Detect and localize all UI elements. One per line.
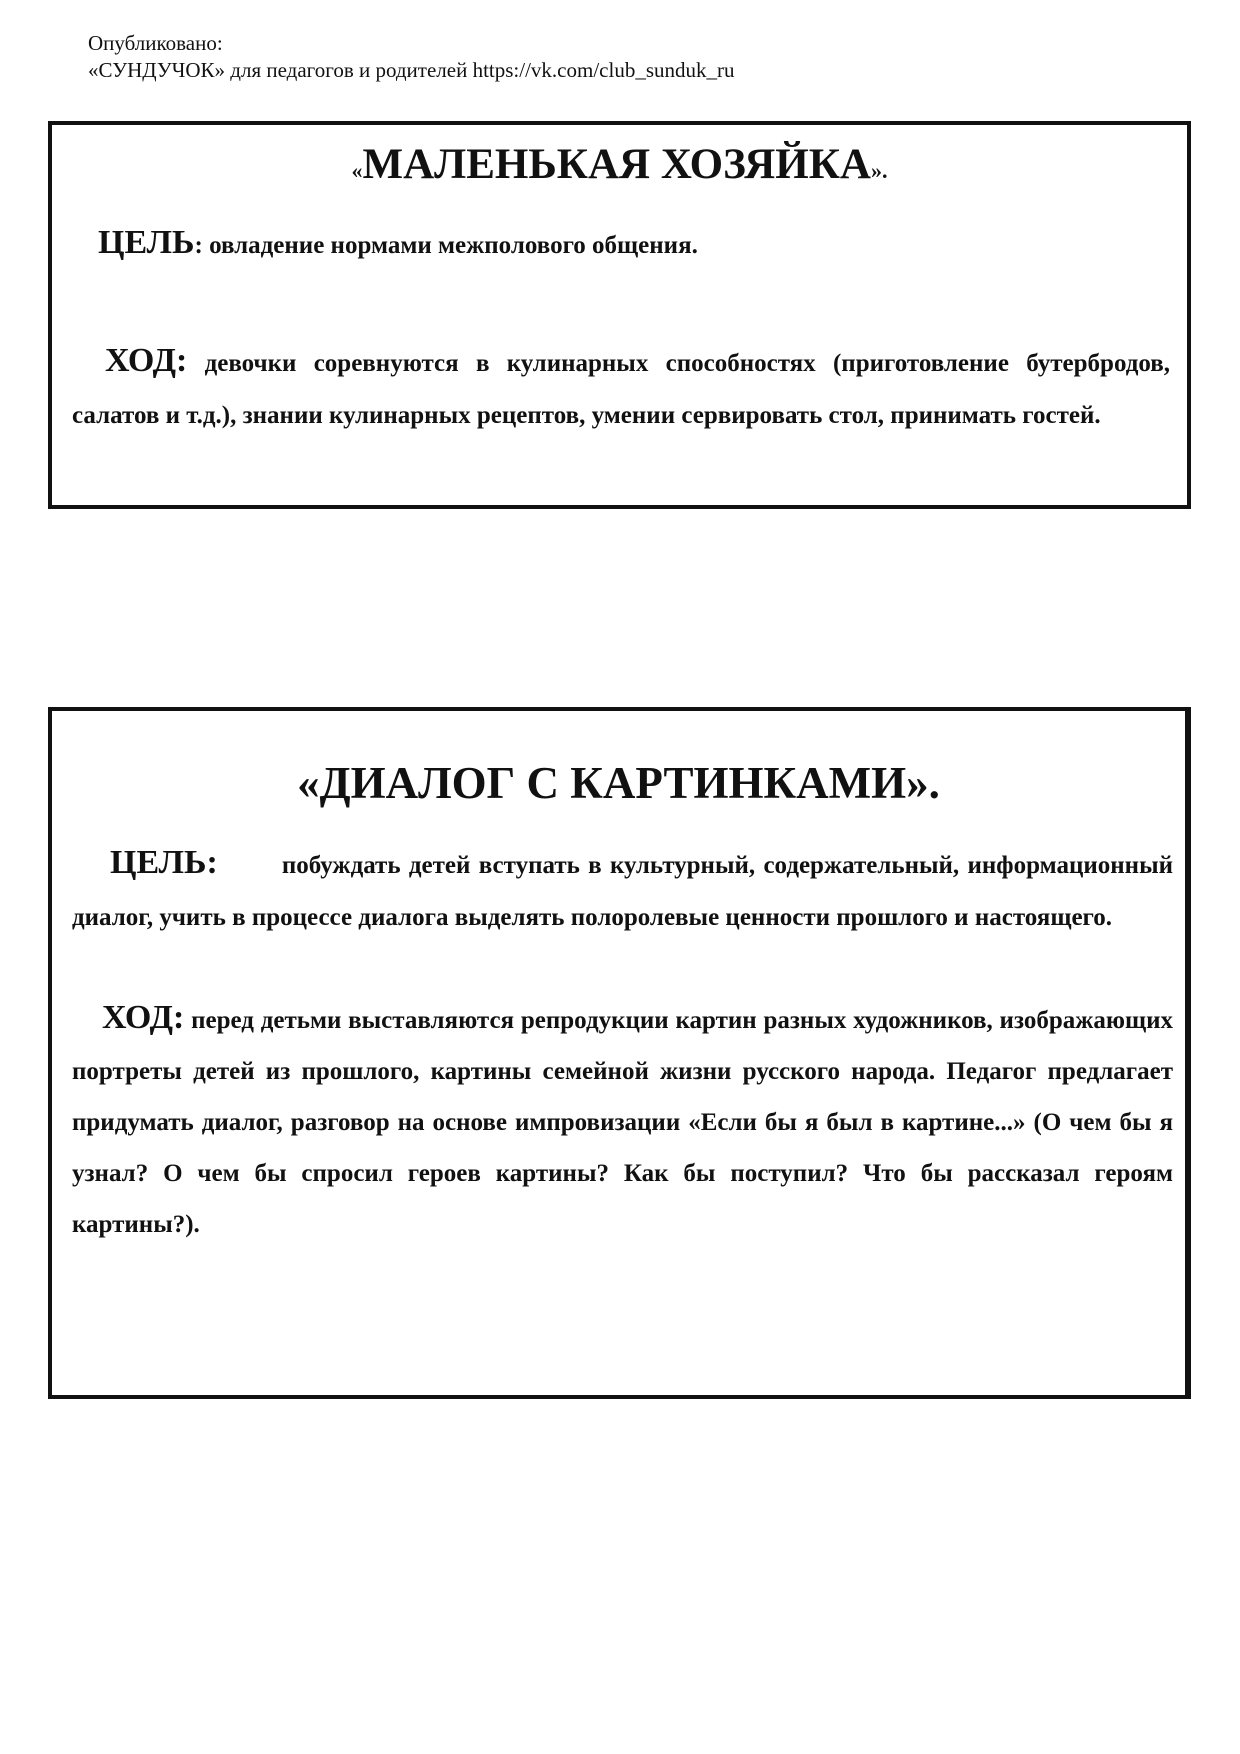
publication-source: «СУНДУЧОК» для педагогов и родителей https://vk.com/club_sunduk_ru: [88, 58, 735, 82]
publication-label: Опубликовано:: [88, 31, 223, 55]
procedure-label: ХОД:: [105, 342, 188, 379]
card-title: «ДИАЛОГ С КАРТИНКАМИ».: [297, 758, 940, 808]
goal-text: : овладение нормами межполового общения.: [194, 232, 698, 259]
game-card-dialogue-with-pictures: [48, 707, 1191, 1399]
procedure-paragraph: [72, 992, 1173, 1250]
goal-text: побуждать детей вступать в культурный, содержательный, информационный диалог, учить в процессе диалога выделять полоролевые ценности прошлого и настоящего.: [72, 852, 1173, 931]
title-text: МАЛЕНЬКАЯ ХОЗЯЙКА: [362, 141, 871, 188]
procedure-text: перед детьми выставляются репродукции картин разных художников, изображающих портреты детей из прошлого, картины семейной жизни русского народа. Педагог предлагает придумать диалог, разговор на основе импровизации «Если бы я был в картине...» (О чем бы я узнал? О чем бы спросил героев картины? Как бы поступил? Что бы рассказал героям картины?).: [72, 1007, 1174, 1238]
procedure-paragraph: [72, 335, 1170, 442]
procedure-text: девочки соревнуются в кулинарных способностях (приготовление бутербродов, салатов и т.д.), знании кулинарных рецептов, умении сервировать стол, принимать гостей.: [72, 350, 1170, 429]
game-card-little-hostess: [48, 121, 1191, 509]
procedure-label: ХОД:: [102, 999, 185, 1036]
goal-paragraph: [98, 217, 1167, 272]
goal-label: ЦЕЛЬ:: [110, 844, 218, 881]
publication-note: [88, 30, 735, 84]
goal-label: ЦЕЛЬ: [98, 224, 195, 261]
goal-paragraph: [72, 837, 1173, 944]
card-title: [52, 137, 1187, 199]
title-close-quote: ».: [870, 158, 888, 183]
title-open-quote: «: [351, 158, 363, 183]
